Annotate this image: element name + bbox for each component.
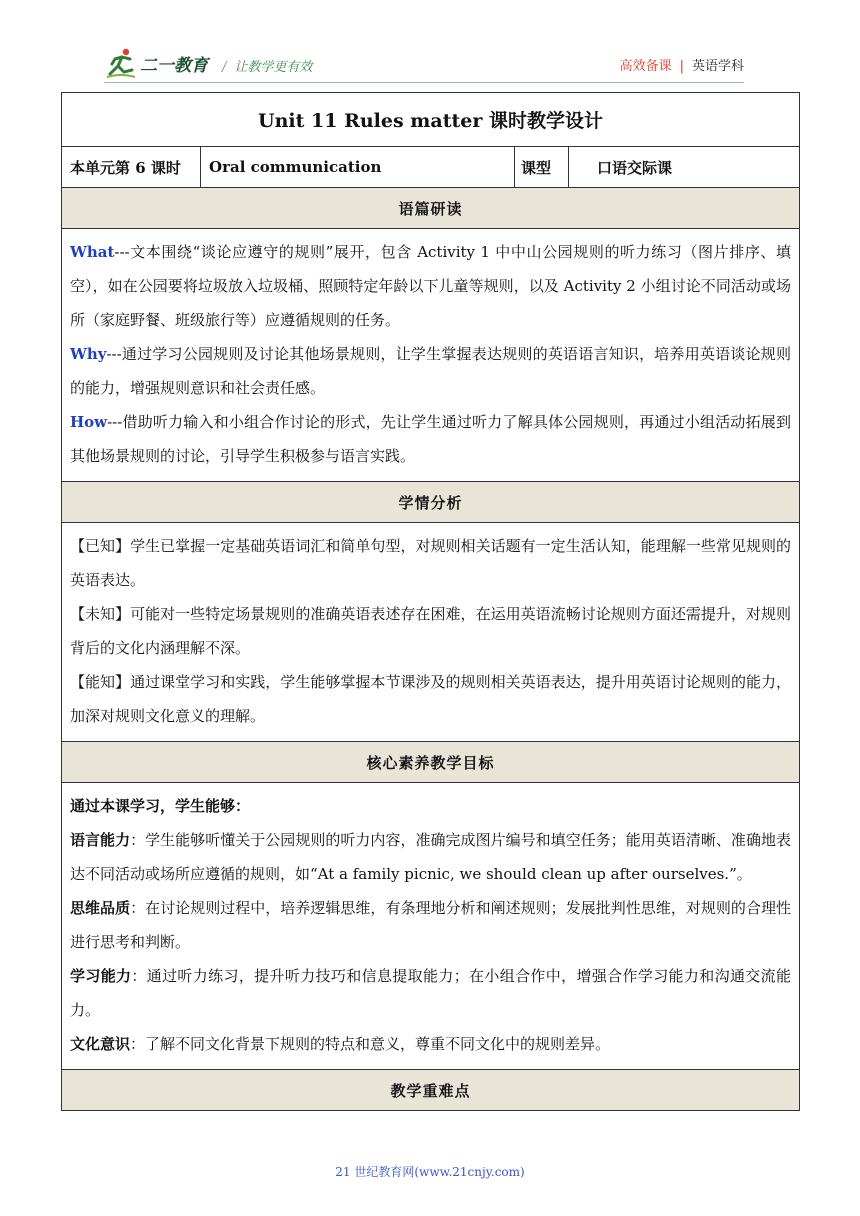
known-paragraph: 【已知】学生已掌握一定基础英语词汇和简单句型，对规则相关话题有一定生活认知，能理解一些常见规则的英语表达。 [70,537,792,589]
lesson-type-value: 口语交际课 [569,147,800,188]
learning-label: 学习能力 [70,967,132,985]
lesson-number: 本单元第 6 课时 [62,147,201,188]
lesson-topic: Oral communication [201,147,515,188]
thinking-label: 思维品质 [70,899,131,917]
able-paragraph: 【能知】通过课堂学习和实践，学生能够掌握本节课涉及的规则相关英语表达，提升用英语讨论规则的能力，加深对规则文化意义的理解。 [70,673,792,725]
language-text: ：学生能够听懂关于公园规则的听力内容，准确完成图片编号和填空任务；能用英语清晰、准确地表达不同活动或场所应遵循的规则，如“At a family picnic, we should clean up after ourselves.”。 [70,831,791,883]
page-header [0,0,860,90]
header-prep-label: 高效备课 [619,59,672,74]
language-paragraph [70,823,791,891]
thinking-paragraph [70,891,791,959]
section-heading-objectives: 核心素养教学目标 [62,742,800,783]
why-paragraph [70,337,791,405]
learning-text: ：通过听力练习，提升听力技巧和信息提取能力；在小组合作中，增强合作学习能力和沟通交流能力。 [70,967,791,1019]
page-title: Unit 11 Rules matter 课时教学设计 [62,93,800,147]
logo-text: 二一教育 [140,55,208,76]
how-paragraph [70,405,791,473]
what-paragraph [70,235,791,337]
slogan-text: 让教学更有效 [234,60,313,75]
what-label: What [70,243,115,261]
section-heading-key-points: 教学重难点 [62,1070,800,1111]
header-separator: | [679,59,684,74]
what-text: ---文本围绕“谈论应遵守的规则”展开，包含 Activity 1 中中山公园规则的听力练习（图片排序、填空），如在公园要将垃圾放入垃圾桶、照顾特定年龄以下儿童等规则，以及 Activity 2 小组讨论不同活动或场所（家庭野餐、班级旅行等）应遵循规则的任务。 [70,243,792,329]
thinking-text: ：在讨论规则过程中，培养逻辑思维，有条理地分析和阐述规则；发展批判性思维，对规则的合理性进行思考和判断。 [70,899,791,951]
language-label: 语言能力 [70,831,131,849]
learner-analysis-content [62,523,800,742]
slogan: / 让教学更有效 [222,60,313,75]
header-subject [620,55,744,74]
lesson-type-label: 课型 [515,147,569,188]
objectives-intro: 通过本课学习，学生能够： [70,797,251,815]
text-study-content [62,229,800,482]
header-divider [104,82,744,83]
objectives-content [62,783,800,1070]
section-heading-text-study: 语篇研读 [62,188,800,229]
how-text: ---借助听力输入和小组合作讨论的形式，先让学生通过听力了解具体公园规则，再通过小组活动拓展到其他场景规则的讨论，引导学生积极参与语言实践。 [70,413,792,465]
culture-text: ：了解不同文化背景下规则的特点和意义，尊重不同文化中的规则差异。 [130,1035,611,1053]
section-heading-learner-analysis: 学情分析 [62,482,800,523]
culture-label: 文化意识 [70,1035,131,1053]
runner-logo-icon [104,46,138,80]
how-label: How [70,413,108,431]
lesson-design-table [61,92,800,1111]
page-footer: 21 世纪教育网(www.21cnjy.com) [335,1165,525,1179]
logo [104,46,208,80]
info-row [62,147,800,188]
header-subject-label: 英语学科 [691,59,744,74]
culture-paragraph [70,1027,791,1061]
learning-paragraph [70,959,791,1027]
why-label: Why [70,345,107,363]
unknown-paragraph: 【未知】可能对一些特定场景规则的准确英语表述存在困难，在运用英语流畅讨论规则方面还需提升，对规则背后的文化内涵理解不深。 [70,605,792,657]
why-text: ---通过学习公园规则及讨论其他场景规则，让学生掌握表达规则的英语语言知识，培养用英语谈论规则的能力，增强规则意识和社会责任感。 [70,345,792,397]
